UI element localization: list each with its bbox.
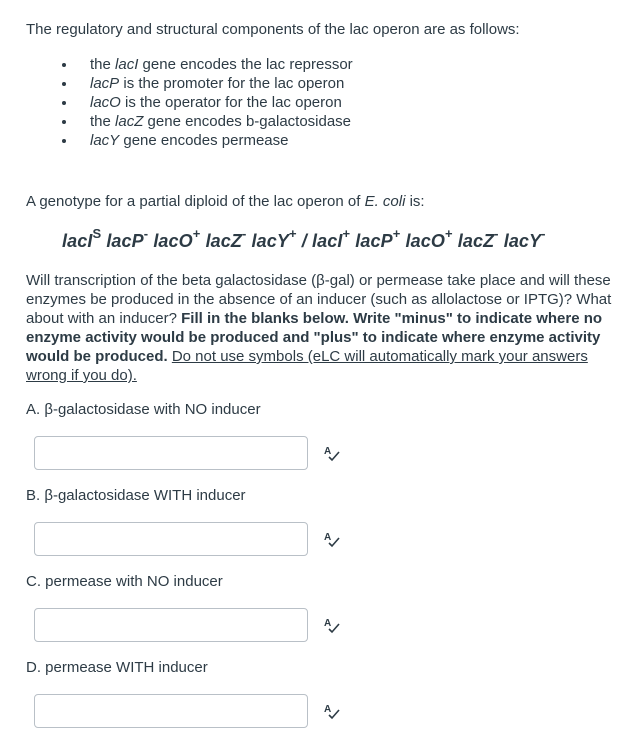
genotype-formula: lacI$^S$ lacP- lacO+ lacZ- lacY+ / lacI+ lacP+ lacO+ lacZ- lacY- [62,226,546,251]
genotype-separator: / [301,231,307,251]
blank-b-input[interactable] [34,522,308,556]
spellcheck-icon[interactable] [323,530,341,548]
intro-text: The regulatory and structural components of the lac operon are as follows: [26,21,520,38]
question-text: Will transcription of the beta galactosidase (β-gal) or permease take place and will these enzymes be produced in the absence of an inducer (such as allolactose or IPTG)? What about with an inducer? Fill in the blanks below. Write "minus" to indicate where no enzyme activity would be produced and "plus" to indicate where enzyme activity would be produced. Do not use symbols (eLC will automatically mark your answers wrong if you do). [26,272,612,384]
spellcheck-icon[interactable] [323,702,341,720]
genotype-gene: lacO [405,231,445,251]
blank-b-label: B. β-galactosidase WITH inducer [26,487,246,504]
svg-text:A: A [324,704,332,715]
genotype-gene: lacI [312,231,343,251]
genotype-gene: lacZ [205,231,242,251]
components-list [62,55,353,150]
genotype-gene: lacI [62,231,93,251]
genotype-gene: lacO [153,231,193,251]
list-item: lacY gene encodes permease [62,131,353,150]
blank-d-input[interactable] [34,694,308,728]
genotype-gene: lacP [106,231,144,251]
svg-text:A: A [324,446,332,457]
blank-a-input[interactable] [34,436,308,470]
genotype-intro: A genotype for a partial diploid of the lac operon of E. coli is: [26,193,425,210]
spellcheck-icon[interactable] [323,444,341,462]
genotype-gene: lacZ [457,231,495,251]
list-item: lacO is the operator for the lac operon [62,93,353,112]
blank-d-label: D. permease WITH inducer [26,659,208,676]
genotype-gene: lacY [251,231,289,251]
list-item: lacP is the promoter for the lac operon [62,74,353,93]
genotype-gene: lacY [503,231,542,251]
list-item: the lacZ gene encodes b-galactosidase [62,112,353,131]
blank-c-input[interactable] [34,608,308,642]
svg-text:A: A [324,618,332,629]
blank-c-label: C. permease with NO inducer [26,573,223,590]
blank-a-label: A. β-galactosidase with NO inducer [26,401,261,418]
svg-text:A: A [324,532,332,543]
spellcheck-icon[interactable] [323,616,341,634]
genotype-gene: lacP [355,231,393,251]
list-item: the lacI gene encodes the lac repressor [62,55,353,74]
